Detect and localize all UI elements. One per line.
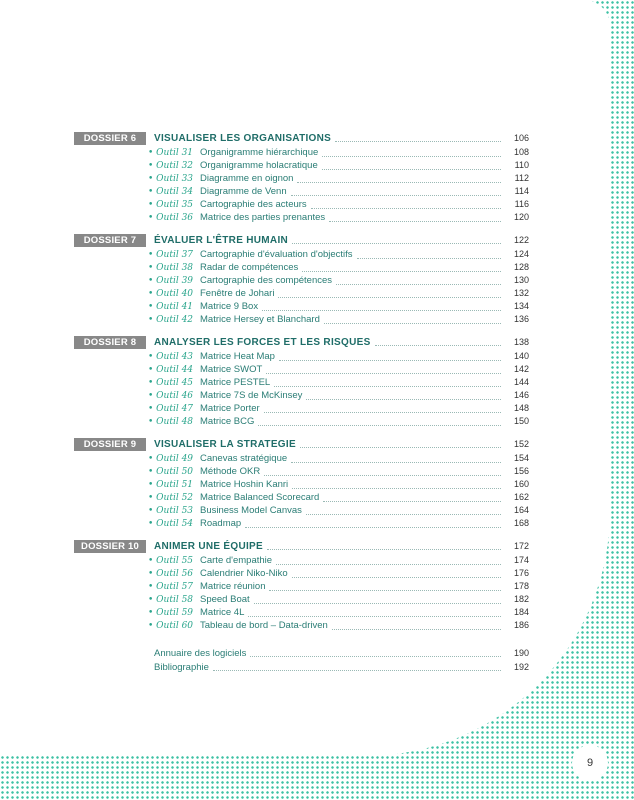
- entry-label: Matrice SWOT: [200, 364, 263, 375]
- outil-number: Outil 31: [156, 148, 194, 158]
- dot-leader: [266, 372, 501, 374]
- bullet-icon: •: [148, 174, 157, 184]
- toc-entry[interactable]: [74, 580, 529, 593]
- entry-label: Cartographie des compétences: [200, 275, 333, 286]
- outil-number: Outil 34: [156, 187, 194, 197]
- entry-page: 168: [513, 518, 529, 528]
- outil-number: Outil 50: [156, 467, 194, 477]
- entry-page: 128: [513, 262, 529, 272]
- outil-number: Outil 60: [156, 621, 194, 631]
- entry-page: 108: [513, 147, 529, 157]
- table-of-contents: [74, 130, 529, 674]
- bullet-icon: •: [148, 276, 157, 286]
- entry-page: 150: [513, 416, 529, 426]
- outil-number: Outil 35: [156, 200, 194, 210]
- entry-label: Canevas stratégique: [200, 453, 288, 464]
- dot-leader: [332, 628, 501, 630]
- outil-number: Outil 40: [156, 289, 194, 299]
- dot-leader: [279, 359, 501, 361]
- toc-entry[interactable]: [74, 465, 529, 478]
- entry-label: Matrice PESTEL: [200, 377, 271, 388]
- toc-annexes: [74, 646, 529, 674]
- dot-leader: [306, 513, 501, 515]
- entry-page: 162: [513, 492, 529, 502]
- outil-number: Outil 36: [156, 213, 194, 223]
- dot-leader: [264, 411, 501, 413]
- outil-prefix: [148, 249, 200, 262]
- entry-page: 120: [513, 212, 529, 222]
- outil-prefix: [148, 518, 200, 531]
- annex-entry[interactable]: [74, 660, 529, 674]
- bullet-icon: •: [148, 556, 157, 566]
- bullet-icon: •: [148, 569, 157, 579]
- entry-label: Calendrier Niko-Niko: [200, 568, 288, 579]
- toc-entry[interactable]: [74, 261, 529, 274]
- outil-prefix: [148, 314, 200, 327]
- section-title: ANALYSER LES FORCES ET LES RISQUES: [154, 337, 371, 348]
- outil-prefix: [148, 186, 200, 199]
- outil-prefix: [148, 581, 200, 594]
- bullet-icon: •: [148, 289, 157, 299]
- dot-leader: [323, 500, 501, 502]
- bullet-icon: •: [148, 187, 157, 197]
- outil-number: Outil 53: [156, 506, 194, 516]
- dot-leader: [292, 487, 501, 489]
- entry-page: 176: [513, 568, 529, 578]
- toc-section: [74, 538, 529, 632]
- entry-page: 144: [513, 377, 529, 387]
- section-page: 122: [513, 235, 529, 245]
- outil-number: Outil 37: [156, 250, 194, 260]
- toc-entry[interactable]: [74, 172, 529, 185]
- bullet-icon: •: [148, 365, 157, 375]
- annex-page: 190: [513, 648, 529, 658]
- entry-label: Matrice 4L: [200, 607, 245, 618]
- dot-leader: [274, 385, 501, 387]
- bullet-icon: •: [148, 263, 157, 273]
- entry-label: Organigramme holacratique: [200, 160, 318, 171]
- outil-prefix: [148, 479, 200, 492]
- dot-leader: [336, 283, 501, 285]
- outil-prefix: [148, 505, 200, 518]
- section-page: 138: [513, 337, 529, 347]
- outil-prefix: [148, 377, 200, 390]
- outil-number: Outil 45: [156, 378, 194, 388]
- entry-label: Matrice Hersey et Blanchard: [200, 314, 320, 325]
- bullet-icon: •: [148, 404, 157, 414]
- dot-leader: [297, 181, 501, 183]
- outil-prefix: [148, 147, 200, 160]
- entry-page: 182: [513, 594, 529, 604]
- bullet-icon: •: [148, 315, 157, 325]
- outil-prefix: [148, 160, 200, 173]
- section-header[interactable]: [74, 130, 529, 146]
- dot-leader: [245, 526, 501, 528]
- outil-prefix: [148, 275, 200, 288]
- toc-entry[interactable]: [74, 554, 529, 567]
- entry-label: Fenêtre de Johari: [200, 288, 275, 299]
- dot-leader: [291, 461, 501, 463]
- outil-number: Outil 42: [156, 315, 194, 325]
- bullet-icon: •: [148, 608, 157, 618]
- outil-number: Outil 56: [156, 569, 194, 579]
- outil-number: Outil 46: [156, 391, 194, 401]
- bullet-icon: •: [148, 595, 157, 605]
- dossier-badge: DOSSIER 8: [74, 336, 146, 349]
- outil-number: Outil 48: [156, 417, 194, 427]
- outil-number: Outil 38: [156, 263, 194, 273]
- outil-number: Outil 39: [156, 276, 194, 286]
- entry-page: 186: [513, 620, 529, 630]
- section-header[interactable]: [74, 334, 529, 350]
- entry-page: 174: [513, 555, 529, 565]
- outil-prefix: [148, 301, 200, 314]
- toc-entry[interactable]: [74, 287, 529, 300]
- entry-label: Diagramme en oignon: [200, 173, 294, 184]
- entry-page: 160: [513, 479, 529, 489]
- toc-entry[interactable]: [74, 415, 529, 428]
- dot-leader: [322, 155, 501, 157]
- outil-number: Outil 41: [156, 302, 194, 312]
- toc-section: [74, 334, 529, 428]
- bullet-icon: •: [148, 506, 157, 516]
- entry-page: 164: [513, 505, 529, 515]
- bullet-icon: •: [148, 352, 157, 362]
- entry-page: 136: [513, 314, 529, 324]
- entry-label: Organigramme hiérarchique: [200, 147, 319, 158]
- entry-page: 154: [513, 453, 529, 463]
- bullet-icon: •: [148, 493, 157, 503]
- section-header[interactable]: [74, 538, 529, 554]
- dot-leader: [250, 655, 501, 657]
- outil-prefix: [148, 403, 200, 416]
- bullet-icon: •: [148, 161, 157, 171]
- toc-entry[interactable]: [74, 248, 529, 261]
- bullet-icon: •: [148, 519, 157, 529]
- toc-entry[interactable]: [74, 606, 529, 619]
- dot-leader: [324, 322, 501, 324]
- bullet-icon: •: [148, 417, 157, 427]
- outil-number: Outil 55: [156, 556, 194, 566]
- dot-leader: [258, 424, 501, 426]
- bullet-icon: •: [148, 480, 157, 490]
- toc-section: [74, 130, 529, 224]
- entry-page: 112: [514, 173, 529, 183]
- section-header[interactable]: [74, 436, 529, 452]
- dossier-badge: DOSSIER 10: [74, 540, 146, 553]
- entry-page: 142: [513, 364, 529, 374]
- entry-label: Matrice 7S de McKinsey: [200, 390, 303, 401]
- dot-leader: [267, 548, 501, 550]
- dot-leader: [269, 589, 501, 591]
- entry-label: Diagramme de Venn: [200, 186, 287, 197]
- section-page: 106: [513, 133, 529, 143]
- entry-label: Roadmap: [200, 518, 242, 529]
- dot-leader: [248, 615, 501, 617]
- dossier-badge: DOSSIER 6: [74, 132, 146, 145]
- bullet-icon: •: [148, 200, 157, 210]
- entry-label: Matrice Hoshin Kanri: [200, 479, 289, 490]
- section-page: 172: [513, 541, 529, 551]
- toc-entry[interactable]: [74, 313, 529, 326]
- entry-label: Tableau de bord – Data-driven: [200, 620, 328, 631]
- entry-page: 184: [513, 607, 529, 617]
- outil-prefix: [148, 416, 200, 429]
- page-number: 9: [572, 745, 608, 781]
- outil-number: Outil 51: [156, 480, 194, 490]
- toc-entry[interactable]: [74, 389, 529, 402]
- outil-prefix: [148, 212, 200, 225]
- outil-prefix: [148, 199, 200, 212]
- dot-leader: [306, 398, 501, 400]
- bullet-icon: •: [148, 250, 157, 260]
- dot-leader: [311, 207, 501, 209]
- section-title: VISUALISER LES ORGANISATIONS: [154, 133, 332, 144]
- dot-leader: [254, 602, 501, 604]
- dot-leader: [335, 140, 501, 142]
- outil-prefix: [148, 568, 200, 581]
- dot-leader: [262, 309, 501, 311]
- dot-leader: [302, 270, 501, 272]
- outil-number: Outil 43: [156, 352, 194, 362]
- outil-prefix: [148, 351, 200, 364]
- toc-entry[interactable]: [74, 517, 529, 530]
- outil-number: Outil 59: [156, 608, 194, 618]
- bullet-icon: •: [148, 621, 157, 631]
- entry-page: 116: [514, 199, 529, 209]
- bullet-icon: •: [148, 148, 157, 158]
- dot-leader: [300, 446, 501, 448]
- bullet-icon: •: [148, 467, 157, 477]
- toc-entry[interactable]: [74, 619, 529, 632]
- outil-number: Outil 52: [156, 493, 194, 503]
- dot-leader: [292, 576, 501, 578]
- toc-entry[interactable]: [74, 211, 529, 224]
- toc-entry[interactable]: [74, 593, 529, 606]
- entry-label: Matrice des parties prenantes: [200, 212, 326, 223]
- entry-label: Matrice BCG: [200, 416, 255, 427]
- toc-entry[interactable]: [74, 185, 529, 198]
- toc-entry[interactable]: [74, 146, 529, 159]
- entry-page: 114: [514, 186, 529, 196]
- toc-sections: [74, 130, 529, 632]
- toc-section: [74, 232, 529, 326]
- section-title: ÉVALUER L'ÊTRE HUMAIN: [154, 235, 289, 246]
- outil-prefix: [148, 466, 200, 479]
- toc-entry[interactable]: [74, 350, 529, 363]
- outil-prefix: [148, 620, 200, 633]
- dossier-badge: DOSSIER 7: [74, 234, 146, 247]
- entry-label: Méthode OKR: [200, 466, 261, 477]
- section-title: ANIMER UNE ÉQUIPE: [154, 541, 264, 552]
- toc-entry[interactable]: [74, 567, 529, 580]
- outil-prefix: [148, 555, 200, 568]
- toc-entry[interactable]: [74, 198, 529, 211]
- toc-entry[interactable]: [74, 478, 529, 491]
- dot-leader: [357, 257, 501, 259]
- annex-label: Bibliographie: [154, 662, 209, 673]
- outil-number: Outil 33: [156, 174, 194, 184]
- entry-page: 178: [513, 581, 529, 591]
- annex-label: Annuaire des logiciels: [154, 648, 247, 659]
- toc-entry[interactable]: [74, 159, 529, 172]
- dot-leader: [329, 220, 501, 222]
- outil-prefix: [148, 607, 200, 620]
- bullet-icon: •: [148, 302, 157, 312]
- toc-entry[interactable]: [74, 376, 529, 389]
- entry-page: 130: [513, 275, 529, 285]
- annex-entry[interactable]: [74, 646, 529, 660]
- bullet-icon: •: [148, 378, 157, 388]
- dossier-badge: DOSSIER 9: [74, 438, 146, 451]
- dot-leader: [322, 168, 501, 170]
- dot-leader: [276, 563, 501, 565]
- outil-number: Outil 49: [156, 454, 194, 464]
- toc-entry[interactable]: [74, 402, 529, 415]
- section-page: 152: [513, 439, 529, 449]
- bullet-icon: •: [148, 391, 157, 401]
- toc-section: [74, 436, 529, 530]
- entry-label: Cartographie d'évaluation d'objectifs: [200, 249, 353, 260]
- outil-number: Outil 57: [156, 582, 194, 592]
- entry-label: Carte d'empathie: [200, 555, 273, 566]
- entry-page: 148: [513, 403, 529, 413]
- entry-page: 140: [513, 351, 529, 361]
- dot-leader: [213, 669, 501, 671]
- outil-number: Outil 32: [156, 161, 194, 171]
- toc-entry[interactable]: [74, 504, 529, 517]
- entry-label: Matrice 9 Box: [200, 301, 259, 312]
- entry-label: Radar de compétences: [200, 262, 299, 273]
- entry-label: Matrice réunion: [200, 581, 266, 592]
- toc-entry[interactable]: [74, 363, 529, 376]
- dot-leader: [375, 344, 501, 346]
- entry-page: 156: [513, 466, 529, 476]
- outil-number: Outil 54: [156, 519, 194, 529]
- dot-leader: [278, 296, 501, 298]
- toc-entry[interactable]: [74, 274, 529, 287]
- outil-number: Outil 44: [156, 365, 194, 375]
- outil-prefix: [148, 288, 200, 301]
- dot-leader: [292, 242, 501, 244]
- outil-number: Outil 47: [156, 404, 194, 414]
- entry-page: 110: [514, 160, 529, 170]
- entry-label: Matrice Porter: [200, 403, 260, 414]
- entry-page: 134: [513, 301, 529, 311]
- outil-prefix: [148, 364, 200, 377]
- entry-label: Matrice Balanced Scorecard: [200, 492, 320, 503]
- outil-prefix: [148, 262, 200, 275]
- toc-entry[interactable]: [74, 452, 529, 465]
- outil-prefix: [148, 453, 200, 466]
- outil-number: Outil 58: [156, 595, 194, 605]
- toc-entry[interactable]: [74, 300, 529, 313]
- entry-label: Speed Boat: [200, 594, 250, 605]
- entry-label: Cartographie des acteurs: [200, 199, 307, 210]
- dot-leader: [264, 474, 501, 476]
- entry-label: Matrice Heat Map: [200, 351, 275, 362]
- bullet-icon: •: [148, 582, 157, 592]
- bullet-icon: •: [148, 213, 157, 223]
- entry-page: 146: [513, 390, 529, 400]
- entry-page: 132: [513, 288, 529, 298]
- annex-page: 192: [513, 662, 529, 672]
- bullet-icon: •: [148, 454, 157, 464]
- toc-entry[interactable]: [74, 491, 529, 504]
- outil-prefix: [148, 173, 200, 186]
- outil-prefix: [148, 594, 200, 607]
- section-title: VISUALISER LA STRATEGIE: [154, 439, 296, 450]
- section-header[interactable]: [74, 232, 529, 248]
- outil-prefix: [148, 390, 200, 403]
- dot-leader: [291, 194, 501, 196]
- entry-page: 124: [513, 249, 529, 259]
- entry-label: Business Model Canvas: [200, 505, 302, 516]
- outil-prefix: [148, 492, 200, 505]
